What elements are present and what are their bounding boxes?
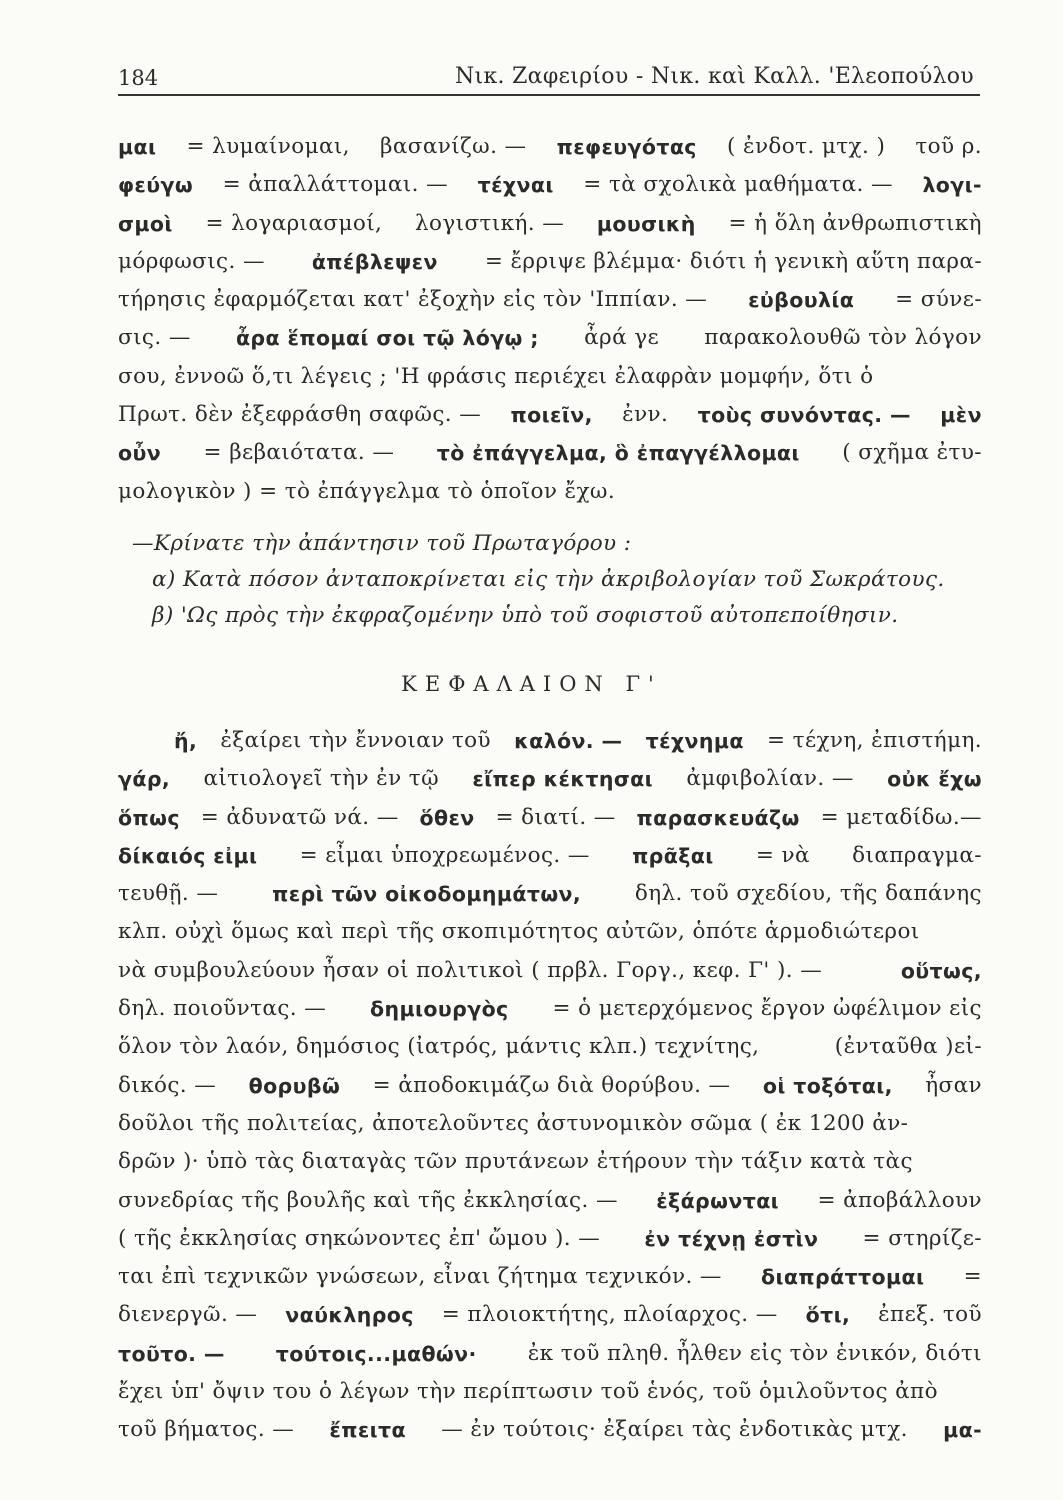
gloss-text: = σύνε- [895, 287, 982, 313]
lemma-term: λογι- [922, 173, 982, 198]
gloss-text: = [963, 1264, 982, 1290]
commentary-paragraph-2 [118, 722, 982, 1450]
gloss-text: αἰτιολογεῖ τὴν ἐν τῷ [203, 766, 440, 792]
gloss-text: δρῶν )· ὑπὸ τὰς διαταγὰς τῶν πρυτάνεων ἐτήρουν τὴν τάξιν κατὰ τὰς [118, 1149, 913, 1175]
gloss-text: τοῦ ρ. [915, 134, 982, 159]
lemma-term: εὐβουλία [748, 288, 855, 313]
gloss-text: δικός. — [118, 1072, 217, 1098]
gloss-text: δηλ. ποιοῦντας. — [118, 996, 327, 1022]
text-line [118, 1105, 982, 1143]
gloss-text: ἐκ τοῦ πληθ. ἦλθεν εἰς τὸν ἑνικόν, διότι [527, 1340, 982, 1366]
text-line [118, 1220, 982, 1258]
gloss-text: διενεργῶ. — [118, 1302, 258, 1328]
gloss-text: = διατί. — [495, 804, 616, 830]
text-line [118, 1373, 982, 1411]
text-line [118, 1143, 982, 1181]
text-line [118, 990, 982, 1028]
gloss-text: = εἶμαι ὑποχρεωμένος. — [299, 842, 590, 868]
text-line [118, 434, 982, 472]
gloss-text: κλπ. οὐχὶ ὅμως καὶ περὶ τῆς σκοπιμότητος αὐτῶν, ὁπότε ἁρμοδιώτεροι [118, 919, 920, 945]
lemma-term: ποιεῖν, [510, 403, 593, 428]
gloss-text: = ἔρριψε βλέμμα· διότι ἡ γενικὴ αὕτη παρα- [484, 248, 982, 274]
running-head: Νικ. Ζαφειρίου - Νικ. καὶ Καλλ. 'Ελεοπούλου [454, 64, 974, 89]
lemma-term: ἔπειτα [329, 1418, 406, 1443]
lemma-term: τέχνημα [645, 729, 744, 753]
text-line [118, 128, 982, 166]
lemma-term: διαπράττομαι [761, 1265, 925, 1290]
lemma-term: φεύγω [118, 173, 194, 198]
text-line [118, 1028, 982, 1066]
gloss-text: ται ἐπὶ τεχνικῶν γνώσεων, εἶναι ζήτημα τεχνικόν. — [118, 1264, 722, 1290]
lemma-term: θορυβῶ [248, 1073, 341, 1098]
lemma-term: τούτοις...μαθών· [275, 1341, 477, 1366]
question-b: β) 'Ως πρὸς τὴν ἐκφραζομένην ὑπὸ τοῦ σοφιστοῦ αὐτοπεποίθησιν. [152, 603, 899, 628]
lemma-term: ὅτι, [805, 1303, 851, 1328]
question-intro: —Κρίνατε τὴν ἀπάντησιν τοῦ Πρωταγόρου : [132, 531, 632, 556]
lemma-term: πρᾶξαι [632, 843, 714, 868]
gloss-text: ἐπεξ. τοῦ [878, 1302, 982, 1328]
lemma-term: δημιουργὸς [370, 997, 509, 1022]
gloss-text: συνεδρίας τῆς βουλῆς καὶ τῆς ἐκκλησίας. — [118, 1187, 618, 1213]
text-line [118, 358, 982, 396]
text-line [118, 799, 982, 837]
gloss-text: = στηρίζε- [862, 1225, 982, 1251]
gloss-text: διαπραγμα- [852, 842, 982, 868]
text-line [118, 243, 982, 281]
text-line [118, 913, 982, 951]
chapter-title: ΚΕΦΑΛΑΙΟΝ Γ' [401, 672, 662, 696]
lemma-term: τὸ ἐπάγγελμα, ὃ ἐπαγγέλλομαι [436, 441, 800, 466]
gloss-text: = μεταδίδω.— [820, 804, 982, 830]
gloss-text: τήρησις ἐφαρμόζεται κατ' ἐξοχὴν εἰς τὸν 'Ιππίαν. — [118, 287, 708, 313]
text-line [118, 166, 982, 204]
text-line [118, 281, 982, 319]
gloss-text: = βεβαιότατα. — [203, 440, 395, 466]
gloss-text: = λογαριασμοί, [205, 210, 383, 236]
lemma-term: ὅθεν [419, 805, 475, 830]
gloss-text: τευθῇ. — [118, 881, 219, 907]
gloss-text: ἐξαίρει τὴν ἔννοιαν τοῦ [220, 728, 491, 753]
gloss-text: βασανίζω. — [380, 134, 527, 159]
gloss-text: ( σχῆμα ἐτυ- [842, 440, 982, 466]
gloss-text: ἔχει ὑπ' ὄψιν του ὁ λέγων τὴν περίπτωσιν τοῦ ἑνός, τοῦ ὁμιλοῦντος ἀπὸ [118, 1379, 938, 1405]
gloss-text: ὅλον τὸν λαόν, δημόσιος (ἰατρός, μάντις κλπ.) τεχνίτης, [118, 1034, 760, 1060]
gloss-text: = λυμαίνομαι, [186, 134, 350, 159]
text-line [118, 875, 982, 913]
gloss-text: παρακολουθῶ τὸν λόγον [704, 325, 982, 351]
gloss-text: = ἡ ὅλη ἀνθρωπιστικὴ [728, 210, 982, 236]
gloss-text: ἦσαν [925, 1072, 982, 1098]
lemma-term: οὐκ ἔχω [887, 767, 982, 792]
lemma-term: ἐξάρωνται [656, 1188, 780, 1213]
text-line [118, 1182, 982, 1220]
gloss-text: = ἀποδοκιμάζω διὰ θορύβου. — [372, 1072, 731, 1098]
lemma-term: μὲν [940, 403, 982, 428]
questions-block [118, 526, 982, 634]
gloss-text: = τὰ σχολικὰ μαθήματα. — [583, 172, 893, 198]
lemma-term: ἆρα ἕπομαί σοι τῷ λόγῳ ; [235, 326, 539, 351]
gloss-text: δηλ. τοῦ σχεδίου, τῆς δαπάνης [634, 881, 982, 907]
gloss-text: (ἐνταῦθα )εἰ- [834, 1034, 982, 1060]
gloss-text: Πρωτ. δὲν ἐξεφράσθη σαφῶς. — [118, 402, 482, 428]
lemma-term: τέχναι [477, 173, 554, 198]
lemma-term: τοὺς συνόντας. — [697, 403, 911, 428]
text-line [118, 205, 982, 243]
lemma-term: οὕτως, [900, 958, 982, 983]
lemma-term: παρασκευάζω [636, 805, 800, 830]
lemma-term: ἤ, [174, 729, 198, 753]
gloss-text: = ὁ μετερχόμενος ἔργον ὠφέλιμον εἰς [552, 996, 982, 1022]
lemma-term: ἐν τέχνῃ ἐστὶν [644, 1226, 819, 1251]
gloss-text: = νὰ [755, 842, 810, 868]
lemma-term: πεφευγότας [556, 135, 697, 159]
gloss-text: = τέχνη, ἐπιστήμη. [767, 728, 982, 753]
commentary-paragraph-1 [118, 128, 982, 511]
page-number: 184 [118, 66, 159, 90]
text-line [118, 1335, 982, 1373]
lemma-term: οὖν [118, 441, 162, 466]
lemma-term: ἀπέβλεψεν [311, 249, 438, 274]
gloss-text: ἐνν. [622, 402, 669, 428]
gloss-text: λογιστική. — [415, 210, 565, 236]
gloss-text: σου, ἐννοῶ ὅ,τι λέγεις ; 'Η φράσις περιέχει ἐλαφρὰν μομφήν, ὅτι ὁ [118, 363, 874, 389]
text-line [118, 1067, 982, 1105]
gloss-text: ἀμφιβολίαν. — [686, 766, 854, 792]
gloss-text: δοῦλοι τῆς πολιτείας, ἀποτελοῦντες ἀστυνομικὸν σῶμα ( ἐκ 1200 ἀν- [118, 1110, 909, 1136]
text-line [118, 760, 982, 798]
lemma-term: περὶ τῶν οἰκοδομημάτων, [272, 882, 582, 907]
gloss-text: = ἀδυνατῶ νά. — [200, 804, 399, 830]
gloss-text: ( ἐνδοτ. μτχ. ) [727, 134, 886, 159]
lemma-term: σμοὶ [118, 211, 173, 236]
lemma-term: ὅπως [118, 805, 180, 830]
text-line [118, 722, 982, 760]
page-header [118, 60, 980, 96]
lemma-term: μα- [943, 1418, 982, 1443]
lemma-term: μουσικὴ [596, 211, 696, 236]
text-line [118, 837, 982, 875]
gloss-text: σις. — [118, 325, 191, 351]
gloss-text: = πλοιοκτήτης, πλοίαρχος. — [441, 1302, 778, 1328]
question-a: α) Κατὰ πόσον ἀνταποκρίνεται εἰς τὴν ἀκριβολογίαν τοῦ Σωκράτους. [152, 567, 945, 592]
gloss-text: = ἀπαλλάττομαι. — [222, 172, 449, 198]
lemma-term: ναύκληρος [285, 1303, 414, 1328]
gloss-text: = ἀποβάλλουν [817, 1187, 982, 1213]
gloss-text: μόρφωσις. — [118, 248, 265, 274]
lemma-term: καλόν. — [514, 729, 623, 753]
gloss-text: ( τῆς ἐκκλησίας σηκώνοντες ἐπ' ὤμου ). — [118, 1225, 601, 1251]
text-line [118, 396, 982, 434]
gloss-text: νὰ συμβουλεύουν ἦσαν οἱ πολιτικοὶ ( πρβλ. Γοργ., κεφ. Γ' ). — [118, 957, 823, 983]
gloss-text: τοῦ βήματος. — [118, 1417, 295, 1443]
lemma-term: εἴπερ κέκτησαι [472, 767, 654, 792]
text-line [118, 473, 982, 511]
lemma-term: τοῦτο. — [118, 1341, 225, 1366]
gloss-text: ἆρά γε [584, 325, 660, 351]
lemma-term: γάρ, [118, 767, 171, 792]
text-line [118, 1411, 982, 1449]
text-line [118, 952, 982, 990]
lemma-term: μαι [118, 135, 157, 159]
text-line [118, 319, 982, 357]
lemma-term: δίκαιός εἰμι [118, 843, 258, 868]
text-line [118, 1296, 982, 1334]
gloss-text: — ἐν τούτοις· ἐξαίρει τὰς ἐνδοτικὰς μτχ. [441, 1417, 908, 1443]
lemma-term: οἱ τοξόται, [762, 1073, 893, 1098]
text-line [118, 1258, 982, 1296]
gloss-text: μολογικὸν ) = τὸ ἐπάγγελμα τὸ ὁποῖον ἔχω. [118, 478, 616, 504]
